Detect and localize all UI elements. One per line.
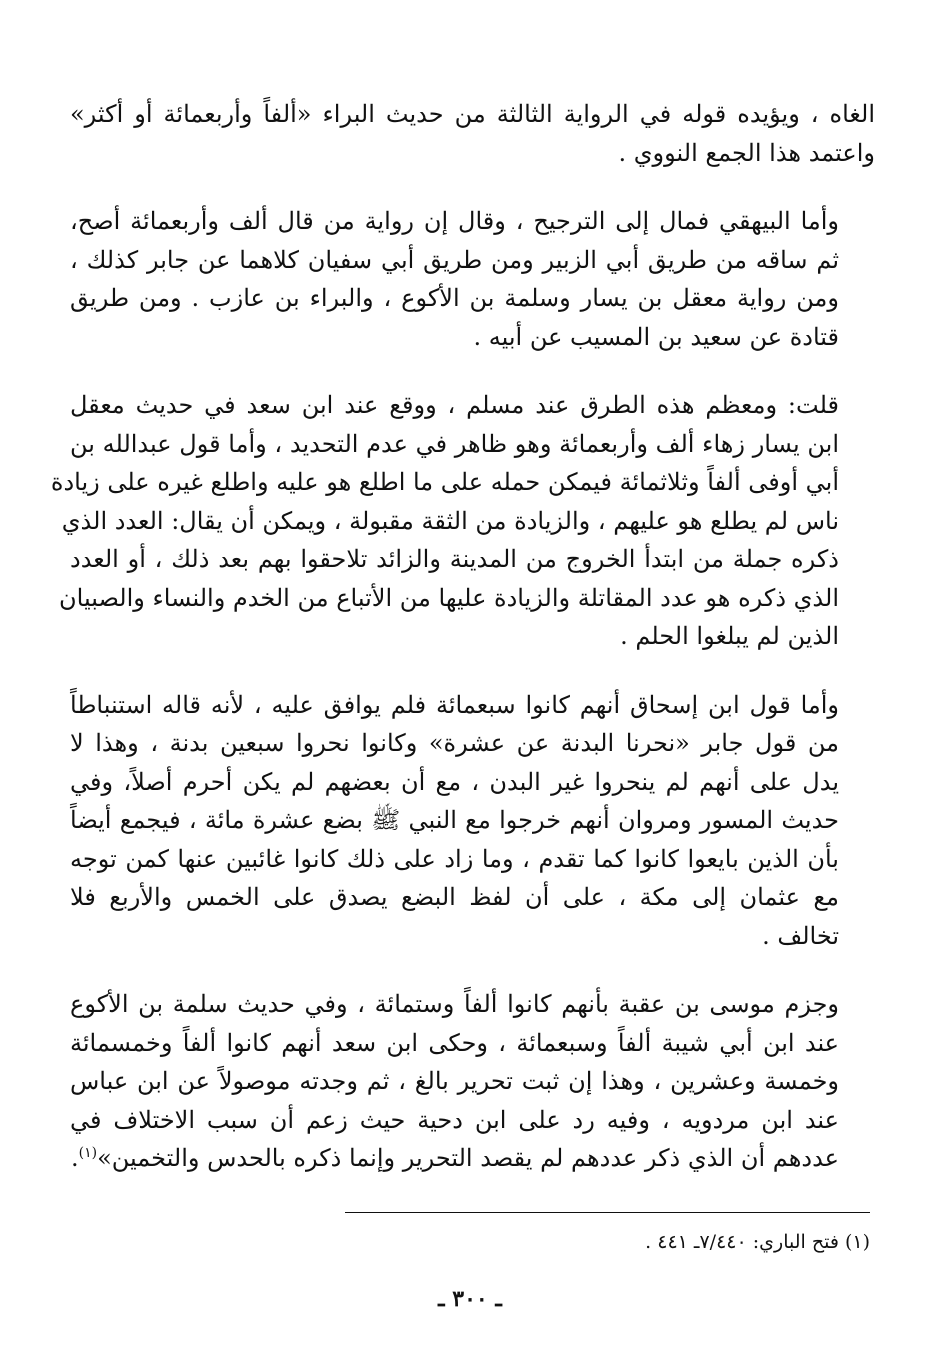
text-line: ثم ساقه من طريق أبي الزبير ومن طريق أبي سفيان كلاهما عن جابر كذلك ، <box>70 245 839 274</box>
text-line: وأما البيهقي فمال إلى الترجيح ، وقال إن رواية من قال ألف وأربعمائة أصح، <box>70 207 839 235</box>
text-line: ذكره جملة من ابتدأ الخروج من المدينة والزائد تلاحقوا بهم بعد ذلك ، أو العدد <box>70 545 839 573</box>
text-line: تخالف . <box>762 921 839 950</box>
text-line: ومن رواية معقل بن يسار وسلمة بن الأكوع ، والبراء بن عازب . ومن طريق <box>70 284 840 312</box>
page-body <box>50 95 875 1208</box>
text-line: من قول جابر «نحرنا البدنة عن عشرة» وكانوا نحروا سبعين بدنة ، وهذا لا <box>70 729 839 757</box>
text-line: عند ابن مردويه ، وفيه رد على ابن دحية حيث زعم أن سبب الاختلاف في <box>70 1105 839 1134</box>
text-line: حديث المسور ومروان أنهم خرجوا مع النبي ﷺ بضع عشرة مائة ، فيجمع أيضاً <box>70 806 839 834</box>
text-line: وجزم موسى بن عقبة بأنهم كانوا ألفاً وستمائة ، وفي حديث سلمة بن الأكوع <box>70 990 839 1018</box>
footnote-divider <box>345 1212 870 1213</box>
text-line <box>70 1139 875 1178</box>
text-line: قتادة عن سعيد بن المسيب عن أبيه . <box>473 322 839 351</box>
footnote: (١) فتح الباري: ٧/٤٤٠ـ ٤٤١ . <box>645 1231 870 1253</box>
text-line: بأن الذين بايعوا كانوا كما تقدم ، وما زاد على ذلك كانوا غائبين عنها كمن توجه <box>70 844 839 873</box>
paragraph-3 <box>50 386 875 656</box>
text-line: الذين لم يبلغوا الحلم . <box>620 622 839 650</box>
paragraph-1 <box>70 95 875 172</box>
text-line: واعتمد هذا الجمع النووي . <box>618 138 875 167</box>
text-line: الغاه ، ويؤيده قوله في الرواية الثالثة من حديث البراء «ألفاً وأربعمائة أو أكثر» <box>70 100 875 128</box>
paragraph-5 <box>70 985 875 1178</box>
footnote-reference[interactable]: (١) <box>78 1145 98 1161</box>
text-line: ابن يسار زهاء ألف وأربعمائة وهو ظاهر في عدم التحديد ، وأما قول عبدالله بن <box>70 429 839 458</box>
text-line: عند ابن أبي شيبة ألفاً وسبعمائة ، وحكى ابن سعد أنهم كانوا ألفاً وخمسمائة <box>70 1028 839 1057</box>
text-line: مع عثمان إلى مكة ، على أن لفظ البضع يصدق على الخمس والأربع فلا <box>70 883 839 911</box>
paragraph-4 <box>70 686 875 956</box>
text-line: ناس لم يطلع هو عليهم ، والزيادة من الثقة مقبولة ، ويمكن أن يقال: العدد الذي <box>61 506 839 535</box>
text-line: يدل على أنهم لم ينحروا غير البدن ، مع أن بعضهم لم يكن أحرم أصلاً، وفي <box>70 767 839 796</box>
text-line: قلت: ومعظم هذه الطرق عند مسلم ، ووقع عند ابن سعد في حديث معقل <box>70 391 839 419</box>
paragraph-2 <box>70 202 875 356</box>
page-number: ـ ٣٠٠ ـ <box>438 1286 502 1312</box>
text-line: وأما قول ابن إسحاق أنهم كانوا سبعمائة فلم يوافق عليه ، لأنه قاله استنباطاً <box>70 690 840 719</box>
text-line: الذي ذكره هو عدد المقاتلة والزيادة عليها من الأتباع من الخدم والنساء والصبيان <box>59 583 839 612</box>
sentence-end-mark: . <box>70 1144 79 1172</box>
text-line: وخمسة وعشرين ، وهذا إن ثبت تحرير بالغ ، ثم وجدته موصولاً عن ابن عباس <box>70 1067 839 1095</box>
text-line: أبي أوفى ألفاً وثلاثمائة فيمكن حمله على ما اطلع هو عليه واطلع غيره على زيادة <box>50 468 839 496</box>
text-line-content: عددهم أن الذي ذكر عددهم لم يقصد التحرير وإنما ذكره بالحدس والتخمين» <box>97 1144 839 1172</box>
